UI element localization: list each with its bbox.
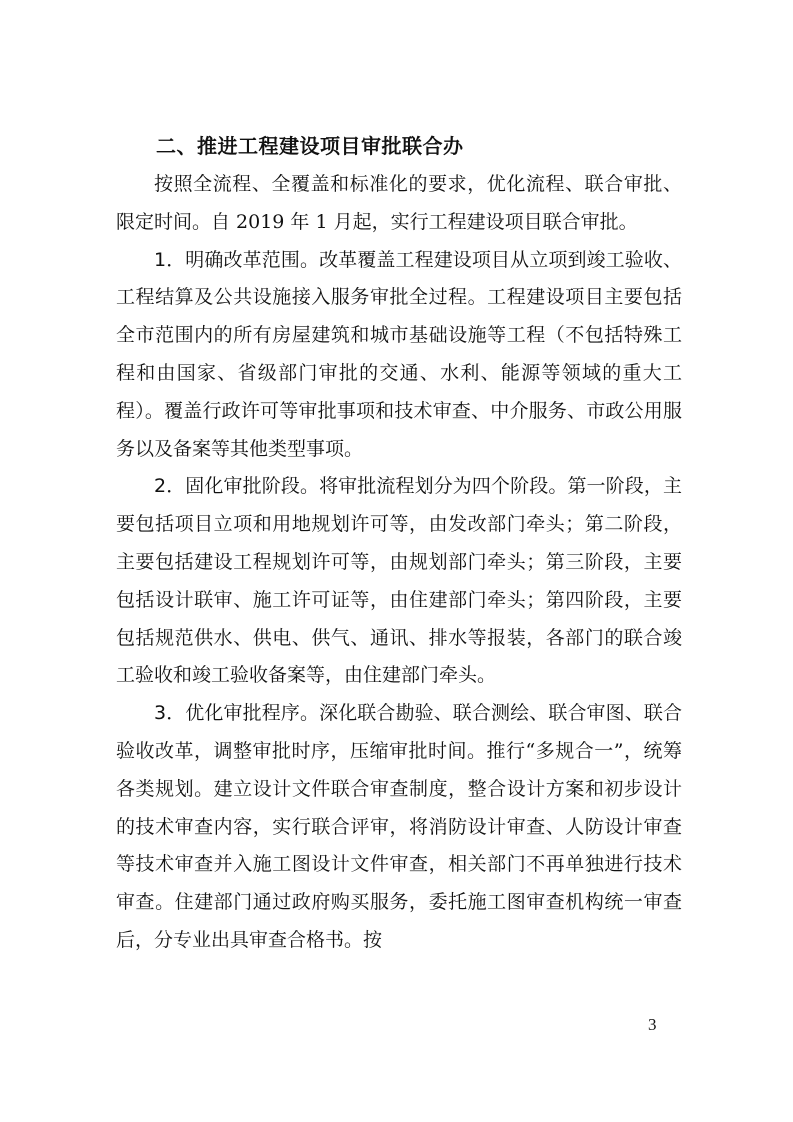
paragraph-reform-scope: [116, 242, 682, 469]
section-heading: 二、推进工程建设项目审批联合办: [156, 134, 464, 158]
paragraph-approval-stages-text: 将审批流程划分为四个阶段。第一阶段，主要包括项目立项和用地规划许可等，由发改部门牵头；第二阶段，主要包括建设工程规划许可等，由规划部门牵头；第三阶段，主要包括设计联审、施工许可证等，由住建部门牵头；第四阶段，主要包括规范供水、供电、供气、通讯、排水等报装，各部门的联合竣工验收和竣工验收备案等，由住建部门牵头。: [116, 475, 682, 687]
paragraph-approval-procedure-text: 深化联合勘验、联合测绘、联合审图、联合验收改革，调整审批时序，压缩审批时间。推行“多规合一”，统筹各类规划。建立设计文件联合审查制度，整合设计方案和初步设计的技术审查内容，实行联合评审，将消防设计审查、人防设计审查等技术审查并入施工图设计文件审查，相关部门不再单独进行技术审查。住建部门通过政府购买服务，委托施工图审查机构统一审查后，分专业出具审查合格书。按: [116, 702, 682, 951]
paragraph-intro: [116, 166, 682, 242]
paragraph-reform-scope-lead: 1．明确改革范围。: [154, 248, 320, 271]
paragraph-approval-stages-lead: 2．固化审批阶段。: [154, 475, 320, 498]
paragraph-intro-text: 按照全流程、全覆盖和标准化的要求，优化流程、联合审批、限定时间。自 2019 年 1 月起，实行工程建设项目联合审批。: [116, 173, 682, 233]
page-number: 3: [648, 1015, 657, 1034]
paragraph-reform-scope-text: 改革覆盖工程建设项目从立项到竣工验收、工程结算及公共设施接入服务审批全过程。工程建设项目主要包括全市范围内的所有房屋建筑和城市基础设施等工程（不包括特殊工程和由国家、省级部门审批的交通、水利、能源等领域的重大工程）。覆盖行政许可等审批事项和技术审查、中介服务、市政公用服务以及备案等其他类型事项。: [116, 248, 682, 460]
paragraph-approval-procedure: [116, 695, 682, 960]
document-page: [116, 126, 682, 960]
paragraph-approval-procedure-lead: 3．优化审批程序。: [154, 702, 320, 725]
paragraph-approval-stages: [116, 468, 682, 695]
